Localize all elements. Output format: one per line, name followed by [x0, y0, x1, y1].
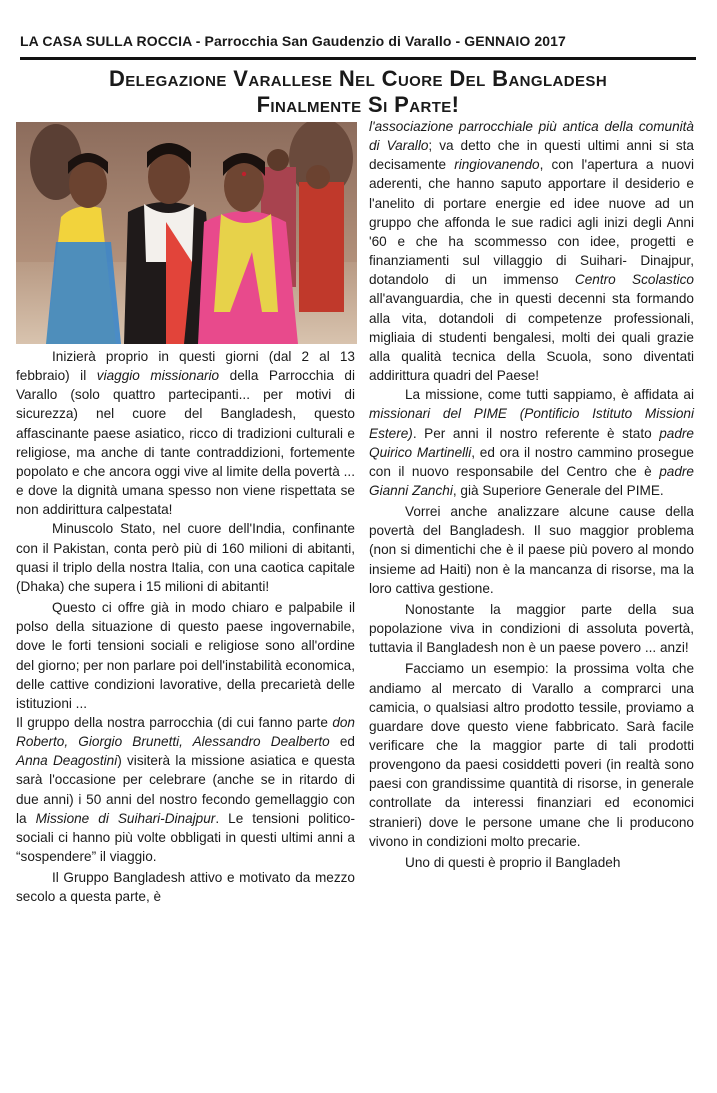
text: Inizierà proprio in questi giorni (dal 2 al 13 febbraio) il [16, 349, 355, 384]
article-title-line-2: Finalmente Si Parte! [256, 92, 460, 117]
text: , ed ora il nostro cammino prosegue con il nuovo responsabile del Centro che è [369, 444, 694, 479]
column-left [16, 347, 355, 907]
paragraph: Uno di questi è proprio il Bangladeh [405, 854, 621, 870]
emphasis: missionari del PIME (Pontificio Istituto Missioni Estere) [369, 406, 694, 441]
emphasis: ringiovanendo [454, 157, 540, 173]
emphasis: Anna Deagostini [16, 753, 118, 769]
paragraph [16, 713, 355, 866]
emphasis: don Roberto, Giorgio Brunetti, Alessandro Dealberto [16, 714, 355, 750]
text: . Le tensioni politico-sociali ci hanno più volte obbligati in questi ultimi anni a “sospendere” il viaggio. [16, 810, 355, 865]
emphasis: viaggio missionario [96, 368, 220, 384]
paragraph: Minuscolo Stato, nel cuore dell'India, confinante con il Pakistan, conta però più di 160 milioni di abitanti, quasi il triplo della nostra Italia, con una caotica capitale (Dhaka) che supera i 15 milioni di abitanti! [16, 521, 355, 594]
article-title-line-1: Delegazione Varallese Nel Cuore Del Bangladesh [108, 66, 608, 91]
text: all'avanguardia, che in questi decenni sta formando alla vita, dotandoli di competenze professionali, migliaia di studenti bengalesi, molti dei quali grazie alla qualità tecnica della Scuola, sono diventati addirittura quadri del Paese! [369, 291, 694, 384]
text: ; va detto che in questi ultimi anni si sta decisamente [369, 138, 694, 173]
text: ed [329, 734, 355, 750]
emphasis: Centro Scolastico [574, 272, 694, 288]
text: Il gruppo della nostra parrocchia (di cui fanno parte [16, 714, 333, 730]
paragraph [16, 347, 355, 519]
article-title [20, 66, 696, 118]
paragraph: Questo ci offre già in modo chiaro e palpabile il polso della situazione di questo paese ingovernabile, dove le forti tensioni sociali e religiose sono all'ordine del giorno; per non parlare poi dell'instabilità economica, delle cattive condizioni lavorative, della precarietà delle istituzioni ... [16, 600, 355, 711]
text: , già Superiore Generale del PIME. [452, 482, 664, 498]
text: , con l'apertura a nuovi aderenti, che hanno saputo apportare il desiderio e l'anelito di portare energie ed idee nuove ad un gruppo che affonda le sue radici agli inizi degli Anni '60 e che ha scommesso con idee, progetti e finanziamenti sul villaggio di Suihari- Dinajpur, dotandolo di un immenso [369, 157, 694, 288]
paragraph [369, 117, 694, 385]
photo-three-girls-icon [16, 122, 357, 344]
paragraph [369, 385, 694, 500]
paragraph: Vorrei anche analizzare alcune cause della povertà del Bangladesh. Il suo maggior problema (non si dimentichi che è il paese più povero al mondo insieme ad Haiti) non è la mancanza di risorse, ma la loro cattiva gestione. [369, 504, 694, 596]
paragraph: Nonostante la maggior parte della sua popolazione viva in condizioni di assoluta povertà, tuttavia il Bangladesh non è un paese povero ... anzi! [369, 601, 694, 656]
article-photo [16, 122, 357, 344]
emphasis: Missione di Suihari-Dinajpur [35, 810, 216, 826]
emphasis: l'associazione parrocchiale più antica della comunità di Varallo [369, 119, 694, 154]
column-right [369, 117, 694, 872]
header-rule [20, 57, 696, 60]
text: . Per anni il nostro referente è stato [412, 425, 660, 441]
emphasis: padre Quirico Martinelli [369, 425, 694, 460]
text: La missione, come tutti sappiamo, è affidata ai [405, 387, 694, 403]
text: della Parrocchia di Varallo (solo quattro partecipanti... per motivi di sicurezza) nel cuore del Bangladesh, questo affascinante paese asiatico, ricco di tradizioni culturali e religiose, ma anche di tante contraddizioni, fortemente popolato e che ancora oggi vive al limite della povertà ... e dove la dignità umana spesso non viene rispettata se non addirittura calpestata! [16, 368, 355, 518]
paragraph: Il Gruppo Bangladesh attivo e motivato da mezzo secolo a questa parte, è [16, 870, 355, 905]
paragraph: Facciamo un esempio: la prossima volta che andiamo al mercato di Varallo a comprarci una camicia, o qualsiasi altro prodotto tessile, proviamo a guardare dove questo viene fabbricato. Sarà facile verificare che la maggior parte di tali prodotti provengono da paesi cosiddetti poveri (in realtà sono paesi con grandissime quantità di risorse, in generale controllate da interessi finanziari ed economici stranieri) dove le persone umane che li producono vivono in condizioni molto precarie. [369, 661, 694, 849]
text: ) visiterà la missione asiatica e questa sarà l'occasione per celebrare (anche se in ritardo di due anni) i 50 anni del nostro fecondo gemellaggio con la [16, 753, 355, 826]
emphasis: padre Gianni Zanchi [369, 463, 694, 498]
running-head: LA CASA SULLA ROCCIA - Parrocchia San Gaudenzio di Varallo - GENNAIO 2017 [20, 33, 566, 49]
